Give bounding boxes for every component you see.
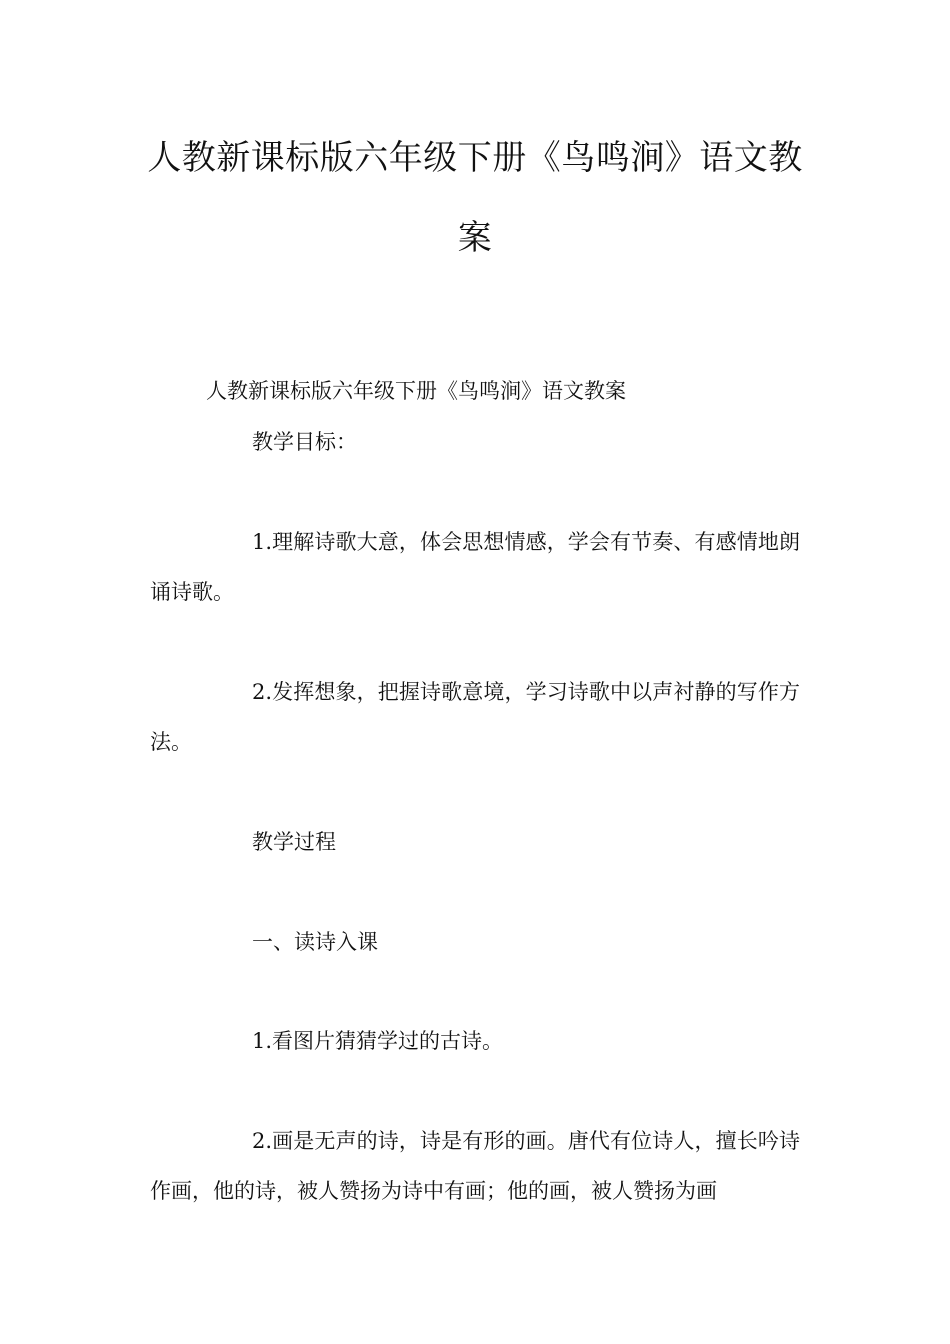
section-heading-1: 一、读诗入课 xyxy=(252,930,378,954)
goal-paragraph-1: 1.理解诗歌大意，体会思想情感，学会有节奏、有感情地朗诵诗歌。 xyxy=(150,530,800,604)
step-paragraph-1: 1.看图片猜猜学过的古诗。 xyxy=(252,1029,504,1053)
document-title: 人教新课标版六年级下册《鸟鸣涧》语文教案 xyxy=(147,138,803,258)
process-heading: 教学过程 xyxy=(252,830,336,854)
goal-paragraph-2: 2.发挥想象，把握诗歌意境，学习诗歌中以声衬静的写作方法。 xyxy=(150,680,800,754)
goals-heading: 教学目标： xyxy=(252,430,357,454)
document-subtitle: 人教新课标版六年级下册《鸟鸣涧》语文教案 xyxy=(206,379,626,403)
step-paragraph-2: 2.画是无声的诗，诗是有形的画。唐代有位诗人，擅长吟诗作画，他的诗，被人赞扬为诗中有画；他的画，被人赞扬为画 xyxy=(150,1129,800,1203)
